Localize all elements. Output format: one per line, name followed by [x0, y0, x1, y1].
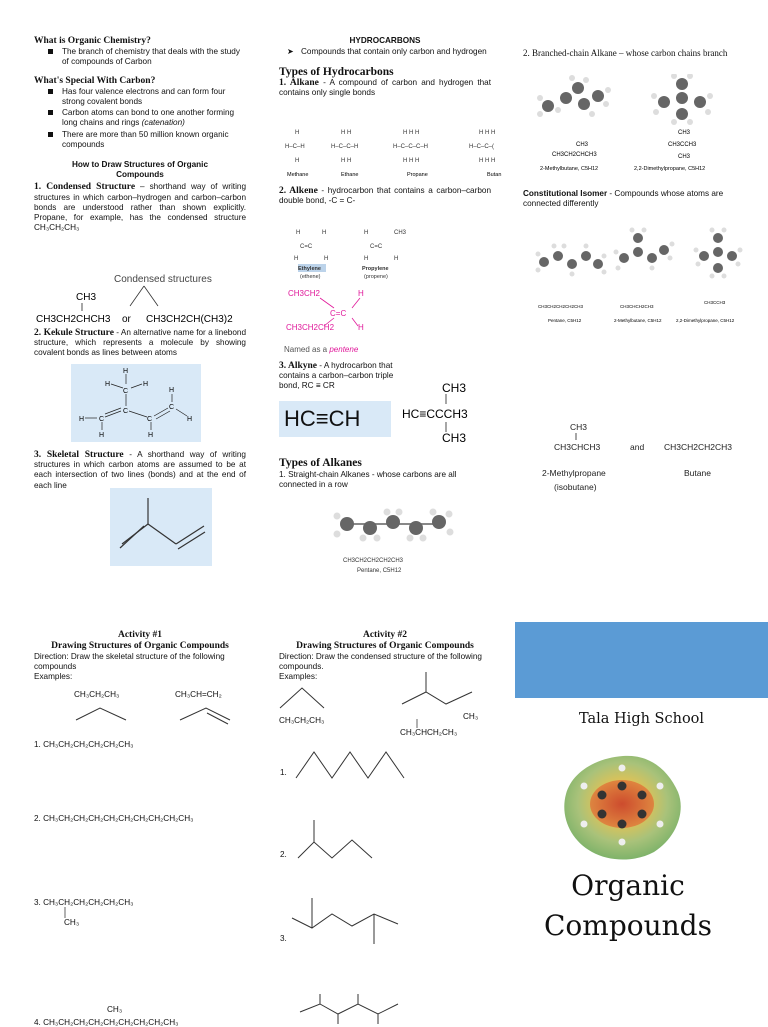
svg-text:H: H	[322, 230, 327, 236]
list-item	[62, 108, 246, 128]
heading-types-alkanes: Types of Alkanes	[279, 457, 362, 469]
what-list	[34, 47, 246, 67]
alkene-svg	[284, 226, 414, 282]
skeletal-label: 3. Skeletal Structure	[34, 450, 124, 460]
isomer-1-name: Pentane, C5H12	[548, 318, 582, 323]
act2-example-2: CH₃CHCH₂CH₃	[400, 728, 458, 737]
isobutane-name: 2-Methylpropane	[542, 468, 606, 478]
alkane-label: 1. Alkane	[279, 77, 319, 88]
alkane-paragraph	[279, 78, 491, 98]
alkene-label: 2. Alkene	[279, 186, 318, 196]
act1-question-4-branch: CH₃	[107, 1005, 123, 1014]
activity-2-title: Activity #2	[362, 630, 408, 640]
propane-label: Propane	[407, 172, 428, 178]
alkene-structures-image	[284, 226, 414, 282]
special-list	[34, 87, 246, 150]
svg-text:H: H	[79, 416, 85, 423]
condensed-structures-image	[34, 272, 244, 326]
butane-name: Butane	[684, 468, 711, 478]
kekule-svg	[71, 364, 201, 442]
alkyne-mid-formula: HC≡CCCH3	[402, 407, 468, 421]
alkyne-branched-svg	[400, 380, 510, 446]
svg-text:C=C: C=C	[300, 244, 313, 250]
isobutane-formula: CH3CHCH3	[554, 442, 601, 452]
activity-1	[34, 630, 246, 683]
alkanes-structures-image	[281, 126, 509, 184]
act2-example-1: CH₃CH₂CH₃	[279, 716, 325, 725]
heading-what-is-organic: What is Organic Chemistry?	[34, 36, 151, 46]
propene-label: (propene)	[364, 274, 388, 280]
named-as-label: Named as a pentene	[284, 345, 359, 354]
list-item: There are more than 50 million known organic compounds	[62, 130, 246, 150]
act1-example-2: CH₃CH=CH₂	[175, 690, 222, 699]
svg-text:H: H	[394, 256, 399, 262]
act1-question-2: 2. CH₃CH₂CH₂CH₂CH₂CH₂CH₂CH₂CH₂CH₃	[34, 814, 194, 823]
condensed-title: Condensed structures	[114, 274, 212, 285]
svg-text:H: H	[364, 230, 369, 236]
activity-1-direction: Direction: Draw the skeletal structure of the following compounds	[34, 652, 225, 672]
branched-text: 2. Branched-chain Alkane – whose carbon chains branch	[523, 48, 728, 58]
isomer-models-image	[534, 226, 748, 330]
pentane-model-svg	[333, 506, 455, 578]
cover-blue-box	[515, 622, 768, 698]
skeletal-svg	[110, 488, 212, 566]
or-label: or	[122, 314, 131, 325]
ethylene-label: Ethylene	[298, 266, 321, 272]
list-item-italic: (catenation)	[141, 118, 185, 128]
condensed-text: – shorthand way of writing structures in which carbon–hydrogen and carbon–carbon bonds are understood rather than shown explicitly. Propane, for example, has the condensed structure CH₃CH₂CH₃	[34, 182, 246, 233]
isomer-paragraph	[523, 189, 741, 209]
activity-1-examples: Examples:	[34, 672, 73, 682]
svg-text:H H H: H H H	[403, 130, 420, 136]
isomer-label: Constitutional Isomer	[523, 189, 608, 198]
act2-q2-svg	[296, 818, 376, 864]
straight-chain-text: 1. Straight-chain Alkanes - whose carbons are all connected in a row	[279, 470, 457, 490]
arrow-line	[144, 286, 158, 306]
activity-2-direction: Direction: Draw the condensed structure of the following compounds.	[279, 652, 482, 672]
alkene-text: - hydrocarbon that contains a carbon–carbon double bond, -C = C-	[279, 186, 491, 206]
pentane-name: Pentane, C5H12	[357, 568, 402, 574]
activity-2-subtitle: Drawing Structures of Organic Compounds	[296, 641, 474, 651]
condensed-label: 1. Condensed Structure	[34, 182, 136, 193]
heading-hydrocarbons: HYDROCARBONS	[349, 36, 421, 45]
branched-models-svg	[534, 74, 744, 178]
branched-models-image	[534, 74, 744, 178]
branched-block	[523, 48, 738, 61]
isomer-2-formula: CH3CHCH2CH3	[620, 304, 654, 309]
alkyne-ch3-top: CH3	[442, 381, 467, 395]
benzene-electrostatic-image	[558, 752, 688, 862]
svg-text:CH3: CH3	[394, 230, 407, 236]
act1-examples-svg	[70, 704, 270, 730]
ethane-label: Ethane	[341, 172, 359, 178]
list-item: ➤ Compounds that contain only carbon and hydrogen	[301, 47, 491, 57]
heading-how-to-draw: How to Draw Structures of Organic Compounds	[71, 160, 209, 180]
branched-b-ch3-bottom: CH3	[678, 154, 691, 160]
svg-text:H: H	[169, 387, 175, 394]
act1-example-1: CH₃CH₂CH₃	[74, 690, 120, 699]
list-item: Has four valence electrons and can form four strong covalent bonds	[62, 87, 246, 107]
isobutane-ch3: CH3	[570, 422, 588, 432]
act2-example-2-branch: CH₃	[463, 712, 479, 721]
condensed-structures-svg	[34, 272, 244, 326]
branched-a-name: 2-Methylbutane, C5H12	[540, 166, 599, 172]
and-label: and	[630, 442, 645, 452]
branched-a-ch3: CH3	[576, 142, 589, 148]
kekule-label: 2. Kekule Structure	[34, 328, 114, 338]
condensed-left-formula: CH3CH2CHCH3	[36, 314, 111, 325]
isomer-block	[523, 189, 741, 212]
svg-text:H: H	[296, 230, 301, 236]
svg-text:H H: H H	[341, 158, 352, 164]
isomer-3-formula: CH3CCH3	[704, 300, 726, 305]
svg-text:C: C	[169, 404, 175, 411]
svg-text:H: H	[295, 158, 300, 164]
isomer-text: - Compounds whose atoms are connected differently	[523, 189, 724, 209]
act2-number-1: 1.	[280, 768, 287, 777]
act2-q3-svg	[290, 896, 408, 948]
act2-q1-svg	[294, 748, 406, 782]
svg-text:H–C–H: H–C–H	[285, 144, 305, 150]
cover-title: Organic Compounds	[544, 869, 712, 942]
act2-number-2: 2.	[280, 850, 287, 859]
svg-text:C=C: C=C	[370, 244, 383, 250]
alkyne-text: - A hydrocarbon that contains a carbon–carbon triple bond, RC ≡ CR	[279, 361, 394, 391]
hydro-list	[279, 47, 491, 57]
svg-text:H: H	[99, 432, 105, 439]
branched-b-ch3: CH3	[678, 130, 691, 136]
ethene-label: (ethene)	[300, 274, 321, 280]
kekule-block	[34, 328, 246, 362]
skeletal-text: - A shorthand way of writing structures in which carbon atoms are assumed to be at each intersection of two lines (bonds) and at the end of each line	[34, 450, 246, 490]
svg-text:H: H	[123, 368, 129, 375]
branched-a-formula: CH3CH2CHCH3	[552, 152, 597, 158]
act1-question-1: 1. CH₃CH₂CH₂CH₂CH₂CH₃	[34, 740, 134, 749]
alkanes-svg	[281, 126, 509, 184]
act1-question-3-branch: CH₃	[64, 918, 80, 927]
kekule-text: - An alternative name for a linebond structure, which represents a molecule by showing covalent bonds as lines between atoms	[34, 328, 246, 358]
svg-text:H: H	[294, 256, 299, 262]
alkene-paragraph	[279, 186, 491, 206]
activity-1-title: Activity #1	[117, 630, 163, 640]
svg-text:H: H	[187, 416, 193, 423]
column-1	[34, 36, 246, 236]
svg-text:C: C	[123, 408, 129, 415]
ch3-label: CH3	[76, 292, 97, 303]
acetylene-box	[279, 401, 391, 437]
svg-text:H: H	[148, 432, 154, 439]
pentane-model-image	[333, 506, 455, 578]
isomer-models-svg	[534, 226, 748, 330]
pentene-top-left: CH3CH2	[288, 289, 321, 298]
svg-text:C: C	[99, 416, 105, 423]
butane-formula: CH3CH2CH2CH3	[664, 442, 733, 452]
pentene-bottom-left: CH3CH2CH2	[286, 323, 335, 332]
svg-text:H: H	[105, 381, 111, 388]
list-item-text: Carbon atoms can bond to one another forming long chains and rings	[62, 108, 235, 128]
alkene-block	[279, 186, 491, 209]
pentene-bottom-right: H	[358, 323, 364, 332]
pentane-formula: CH3CH2CH2CH2CH3	[343, 558, 404, 564]
alkyne-paragraph	[279, 361, 404, 392]
methane-label: Methane	[287, 172, 309, 178]
alkane-text: - A compound of carbon and hydrogen that contains only single bonds	[279, 77, 491, 97]
svg-text:H: H	[295, 130, 300, 136]
svg-text:C: C	[147, 416, 153, 423]
condensed-right-formula: CH3CH2CH(CH3)2	[146, 314, 233, 325]
column-2	[279, 36, 491, 101]
act2-ex2-bond	[416, 719, 420, 729]
isomer-2-name: 2-Methylbutane, C5H12	[614, 318, 662, 323]
svg-text:H: H	[143, 381, 149, 388]
isomer-1-formula: CH3CH2CH2CH2CH3	[538, 304, 584, 309]
svg-text:H H H: H H H	[479, 158, 496, 164]
alkyne-branched	[400, 380, 510, 446]
condensed-paragraph	[34, 182, 246, 233]
alkyne-ch3-bottom: CH3	[442, 431, 467, 445]
isomer-3-name: 2,2-Dimethylpropane, C5H12	[676, 318, 735, 323]
branched-b-formula: CH3CCH3	[668, 142, 697, 148]
propylene-label: Propylene	[362, 266, 389, 272]
isobutane-paren: (isobutane)	[554, 482, 597, 492]
list-item: The branch of chemistry that deals with the study of compounds of Carbon	[62, 47, 246, 67]
isobutane-butane-image	[538, 418, 738, 498]
kekule-paragraph	[34, 328, 246, 359]
heading-types-hydrocarbons: Types of Hydrocarbons	[279, 66, 394, 79]
svg-text:H: H	[324, 256, 329, 262]
svg-text:C: C	[123, 388, 129, 395]
act2-number-3: 3.	[280, 934, 287, 943]
kekule-structure-image	[71, 364, 201, 442]
svg-text:H H H: H H H	[479, 130, 496, 136]
pentene-structure-image	[284, 286, 394, 356]
butane-label: Butan	[487, 172, 502, 178]
pentene-top-right: H	[358, 289, 364, 298]
pentene-svg	[284, 286, 394, 356]
types-alkanes-block	[279, 458, 491, 494]
svg-text:H–C–C–C–H: H–C–C–C–H	[393, 144, 429, 150]
skeletal-paragraph	[34, 450, 246, 491]
svg-text:H: H	[364, 256, 369, 262]
skeletal-structure-image	[110, 488, 212, 566]
heading-special-carbon: What's Special With Carbon?	[34, 75, 156, 86]
svg-text:H–C–C–H: H–C–C–H	[331, 144, 359, 150]
arrow-line	[130, 286, 144, 306]
activity-1-subtitle: Drawing Structures of Organic Compounds	[51, 641, 229, 651]
alkyne-block	[279, 361, 404, 395]
act2-q4-svg	[298, 994, 416, 1024]
activity-2-examples: Examples:	[279, 672, 318, 682]
alkyne-label: 3. Alkyne	[279, 361, 318, 371]
school-name: Tala High School	[578, 711, 705, 727]
act1-question-4: 4. CH₃CH₂CH₂CH₂CH₂CH₂CH₂CH₂CH₃	[34, 1018, 179, 1027]
svg-text:H–C–C–(: H–C–C–(	[469, 144, 495, 150]
isobutane-butane-svg	[538, 418, 738, 498]
svg-text:H H: H H	[341, 130, 352, 136]
svg-text:H H H: H H H	[403, 158, 420, 164]
act1-question-3: 3. CH₃CH₂CH₂CH₂CH₂CH₃	[34, 898, 134, 907]
pentene-double-bond: C=C	[330, 309, 347, 318]
act1-q3-bond	[64, 907, 68, 919]
branched-b-name: 2,2-Dimethylpropane, C5H12	[634, 166, 706, 172]
acetylene-formula: HC≡CH	[284, 406, 361, 431]
